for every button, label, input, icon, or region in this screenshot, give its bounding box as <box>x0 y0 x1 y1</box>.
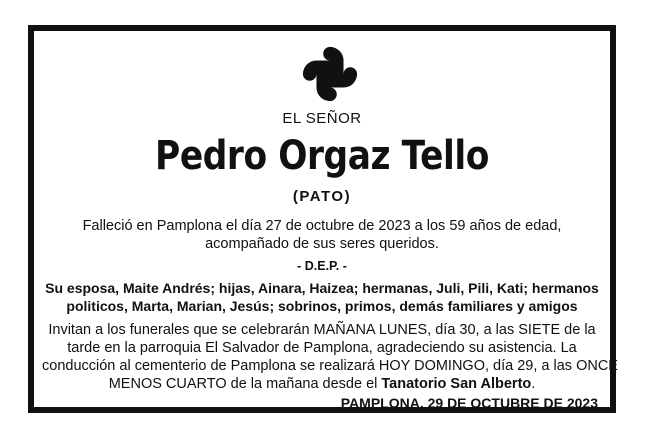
family-line: Su esposa, Maite Andrés; hijas, Ainara, Haizea; hermanas, Juli, Pili, Kati; hermanos <box>45 280 599 296</box>
funeral-invitation-line <box>42 375 602 393</box>
funeral-home-name: Tanatorio San Alberto <box>381 376 532 392</box>
obituary-content <box>34 31 618 411</box>
funeral-invitation-line: tarde en la parroquia El Salvador de Pamplona, agradeciendo su asistencia. La <box>67 340 577 356</box>
death-notice-line: Falleció en Pamplona el día 27 de octubre de 2023 a los 59 años de edad, <box>82 218 562 234</box>
deceased-name: Pedro Orgaz Tello <box>155 133 489 179</box>
invitation-text-end: . <box>531 376 536 392</box>
invitation-text: MENOS CUARTO de la mañana desde el <box>108 376 382 392</box>
funeral-invitation-line: conducción al cementerio de Pamplona se realizará HOY DOMINGO, día 29, a las ONCE <box>42 358 618 374</box>
lauburu-icon <box>301 45 359 103</box>
place-and-date: PAMPLONA, 29 DE OCTUBRE DE 2023 <box>340 395 598 411</box>
family-line: politicos, Marta, Marian, Jesús; sobrinos, primos, demás familiares y amigos <box>66 298 578 314</box>
honorific: EL SEÑOR <box>282 110 362 127</box>
rip-label: - D.E.P. - <box>297 259 347 273</box>
nickname: (PATO) <box>292 188 352 205</box>
obituary-frame <box>28 25 616 413</box>
funeral-invitation-line: Invitan a los funerales que se celebrarán MAÑANA LUNES, día 30, a las SIETE de la <box>48 322 596 338</box>
death-notice-line: acompañado de sus seres queridos. <box>205 236 439 252</box>
